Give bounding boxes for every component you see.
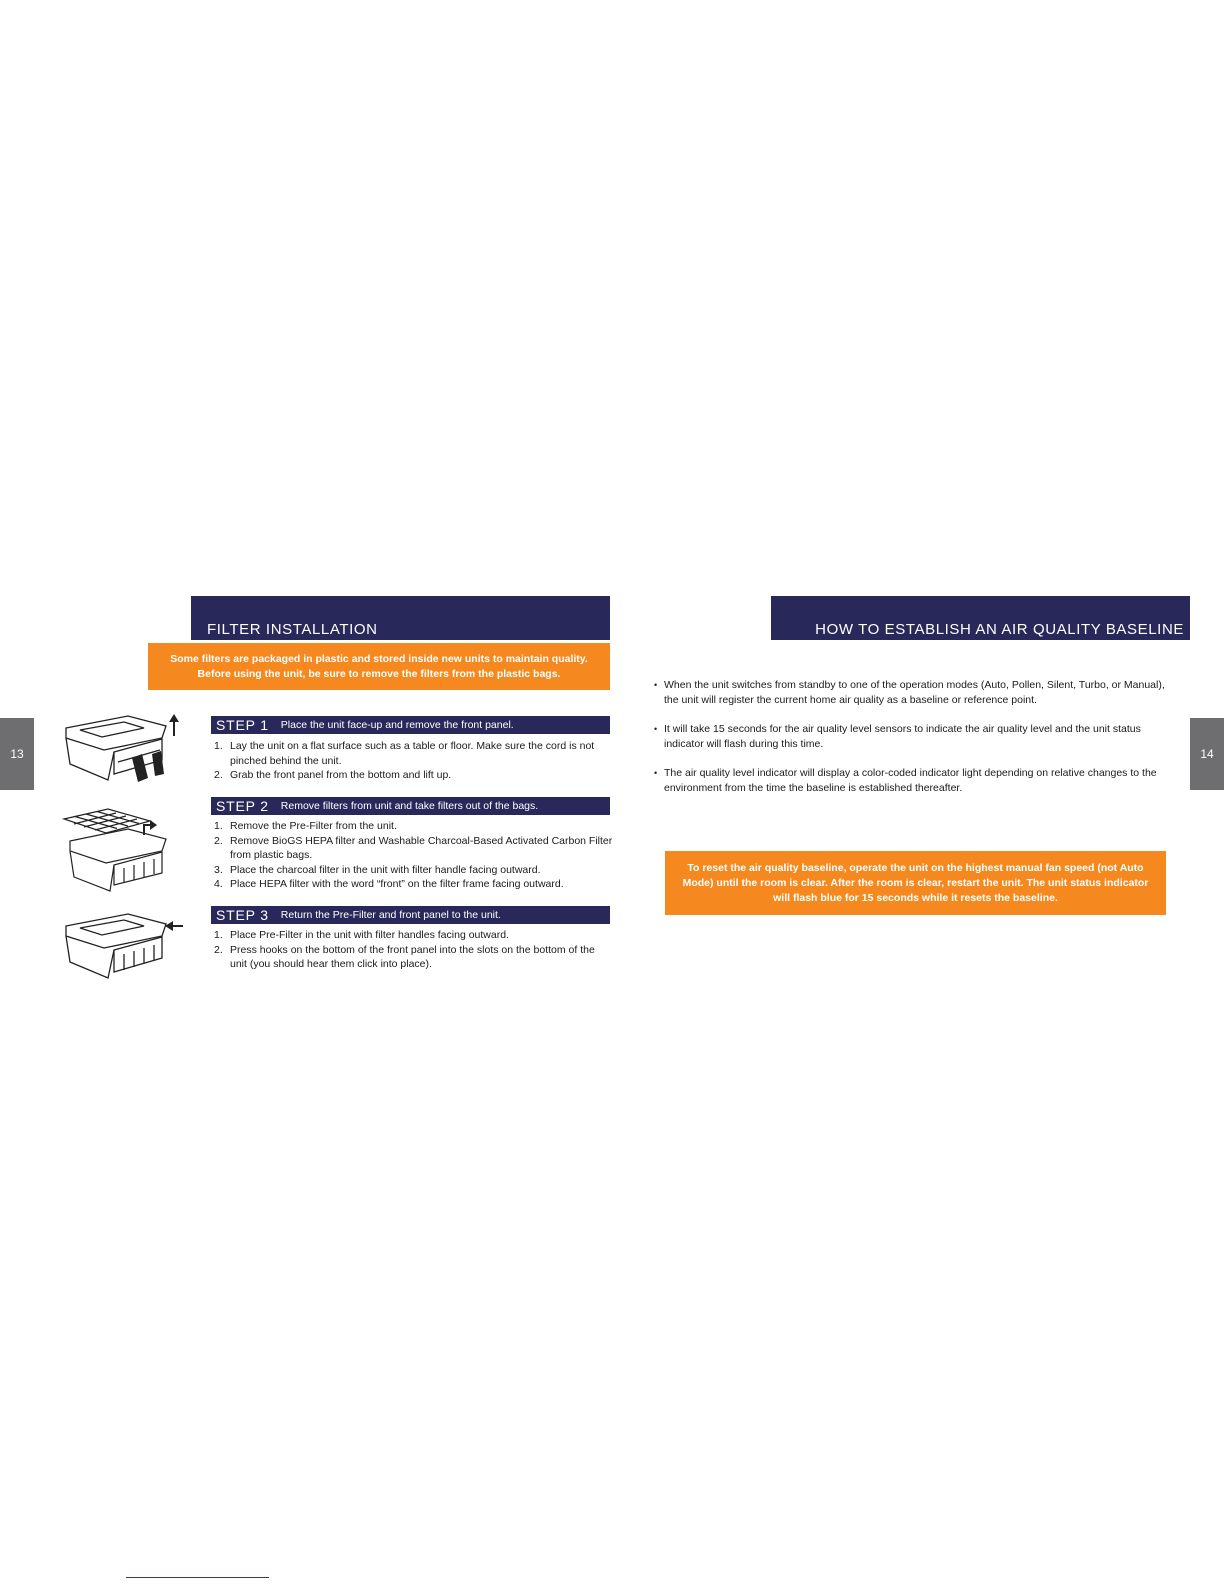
baseline-bullet-list <box>654 722 1179 751</box>
filter-installation-title: FILTER INSTALLATION <box>191 596 610 640</box>
step-3-header <box>211 906 610 924</box>
list-item: 4. Place HEPA filter with the word “front” on the filter frame facing outward. <box>214 878 564 890</box>
list-item: • The air quality level indicator will display a color-coded indicator light depending on relative changes to the environment from the time the baseline is established thereafter. <box>654 766 1179 795</box>
list-item: • When the unit switches from standby to one of the operation modes (Auto, Pollen, Silent, Turbo, or Manual), the unit will register the current home air quality as a baseline or reference point. <box>654 678 1179 707</box>
baseline-bullet-list <box>654 766 1179 795</box>
step-3-instructions <box>214 928 614 972</box>
unit-remove-panel-illustration <box>58 712 183 790</box>
list-item: 1. Lay the unit on a flat surface such as a table or floor. Make sure the cord is not pinched behind the unit. <box>214 740 595 767</box>
list-item: 1. Remove the Pre-Filter from the unit. <box>214 820 397 832</box>
baseline-bullet-list <box>654 678 1179 707</box>
step-3-label: STEP 3 <box>216 907 269 923</box>
list-item: 3. Place the charcoal filter in the unit with filter handle facing outward. <box>214 863 541 876</box>
step-1-instructions <box>214 739 614 783</box>
footer-divider <box>126 1577 269 1578</box>
list-item: 2. Grab the front panel from the bottom and lift up. <box>214 769 452 781</box>
step-3-description: Return the Pre-Filter and front panel to the unit. <box>280 909 501 921</box>
page-number-left: 13 <box>0 718 34 790</box>
unit-reassemble-illustration <box>58 910 183 988</box>
step-2-header <box>211 797 610 815</box>
list-item: • It will take 15 seconds for the air quality level sensors to indicate the air quality level and the unit status indicator will flash during this time. <box>654 722 1179 751</box>
step-1-header <box>211 716 610 734</box>
step-2-instructions <box>214 819 614 892</box>
filter-packaging-note: Some filters are packaged in plastic and stored inside new units to maintain quality. Before using the unit, be sure to remove the filters from the plastic bags. <box>148 643 610 690</box>
air-quality-baseline-title: HOW TO ESTABLISH AN AIR QUALITY BASELINE <box>771 596 1190 640</box>
list-item: 2. Remove BioGS HEPA filter and Washable Charcoal-Based Activated Carbon Filter from plastic bags. <box>214 834 613 861</box>
unit-filters-illustration <box>58 805 183 895</box>
step-2-description: Remove filters from unit and take filters out of the bags. <box>280 800 539 812</box>
step-2-label: STEP 2 <box>216 798 269 814</box>
list-item: 2. Press hooks on the bottom of the front panel into the slots on the bottom of the unit (you should hear them click into place). <box>214 943 595 970</box>
step-1-label: STEP 1 <box>216 717 269 733</box>
page-number-right: 14 <box>1190 718 1224 790</box>
list-item: 1. Place Pre-Filter in the unit with filter handles facing outward. <box>214 929 509 941</box>
step-1-description: Place the unit face-up and remove the front panel. <box>280 719 514 731</box>
reset-baseline-note: To reset the air quality baseline, operate the unit on the highest manual fan speed (not Auto Mode) until the room is clear. After the room is clear, restart the unit. The unit status indicator will flash blue for 15 seconds while it resets the baseline. <box>665 851 1166 915</box>
